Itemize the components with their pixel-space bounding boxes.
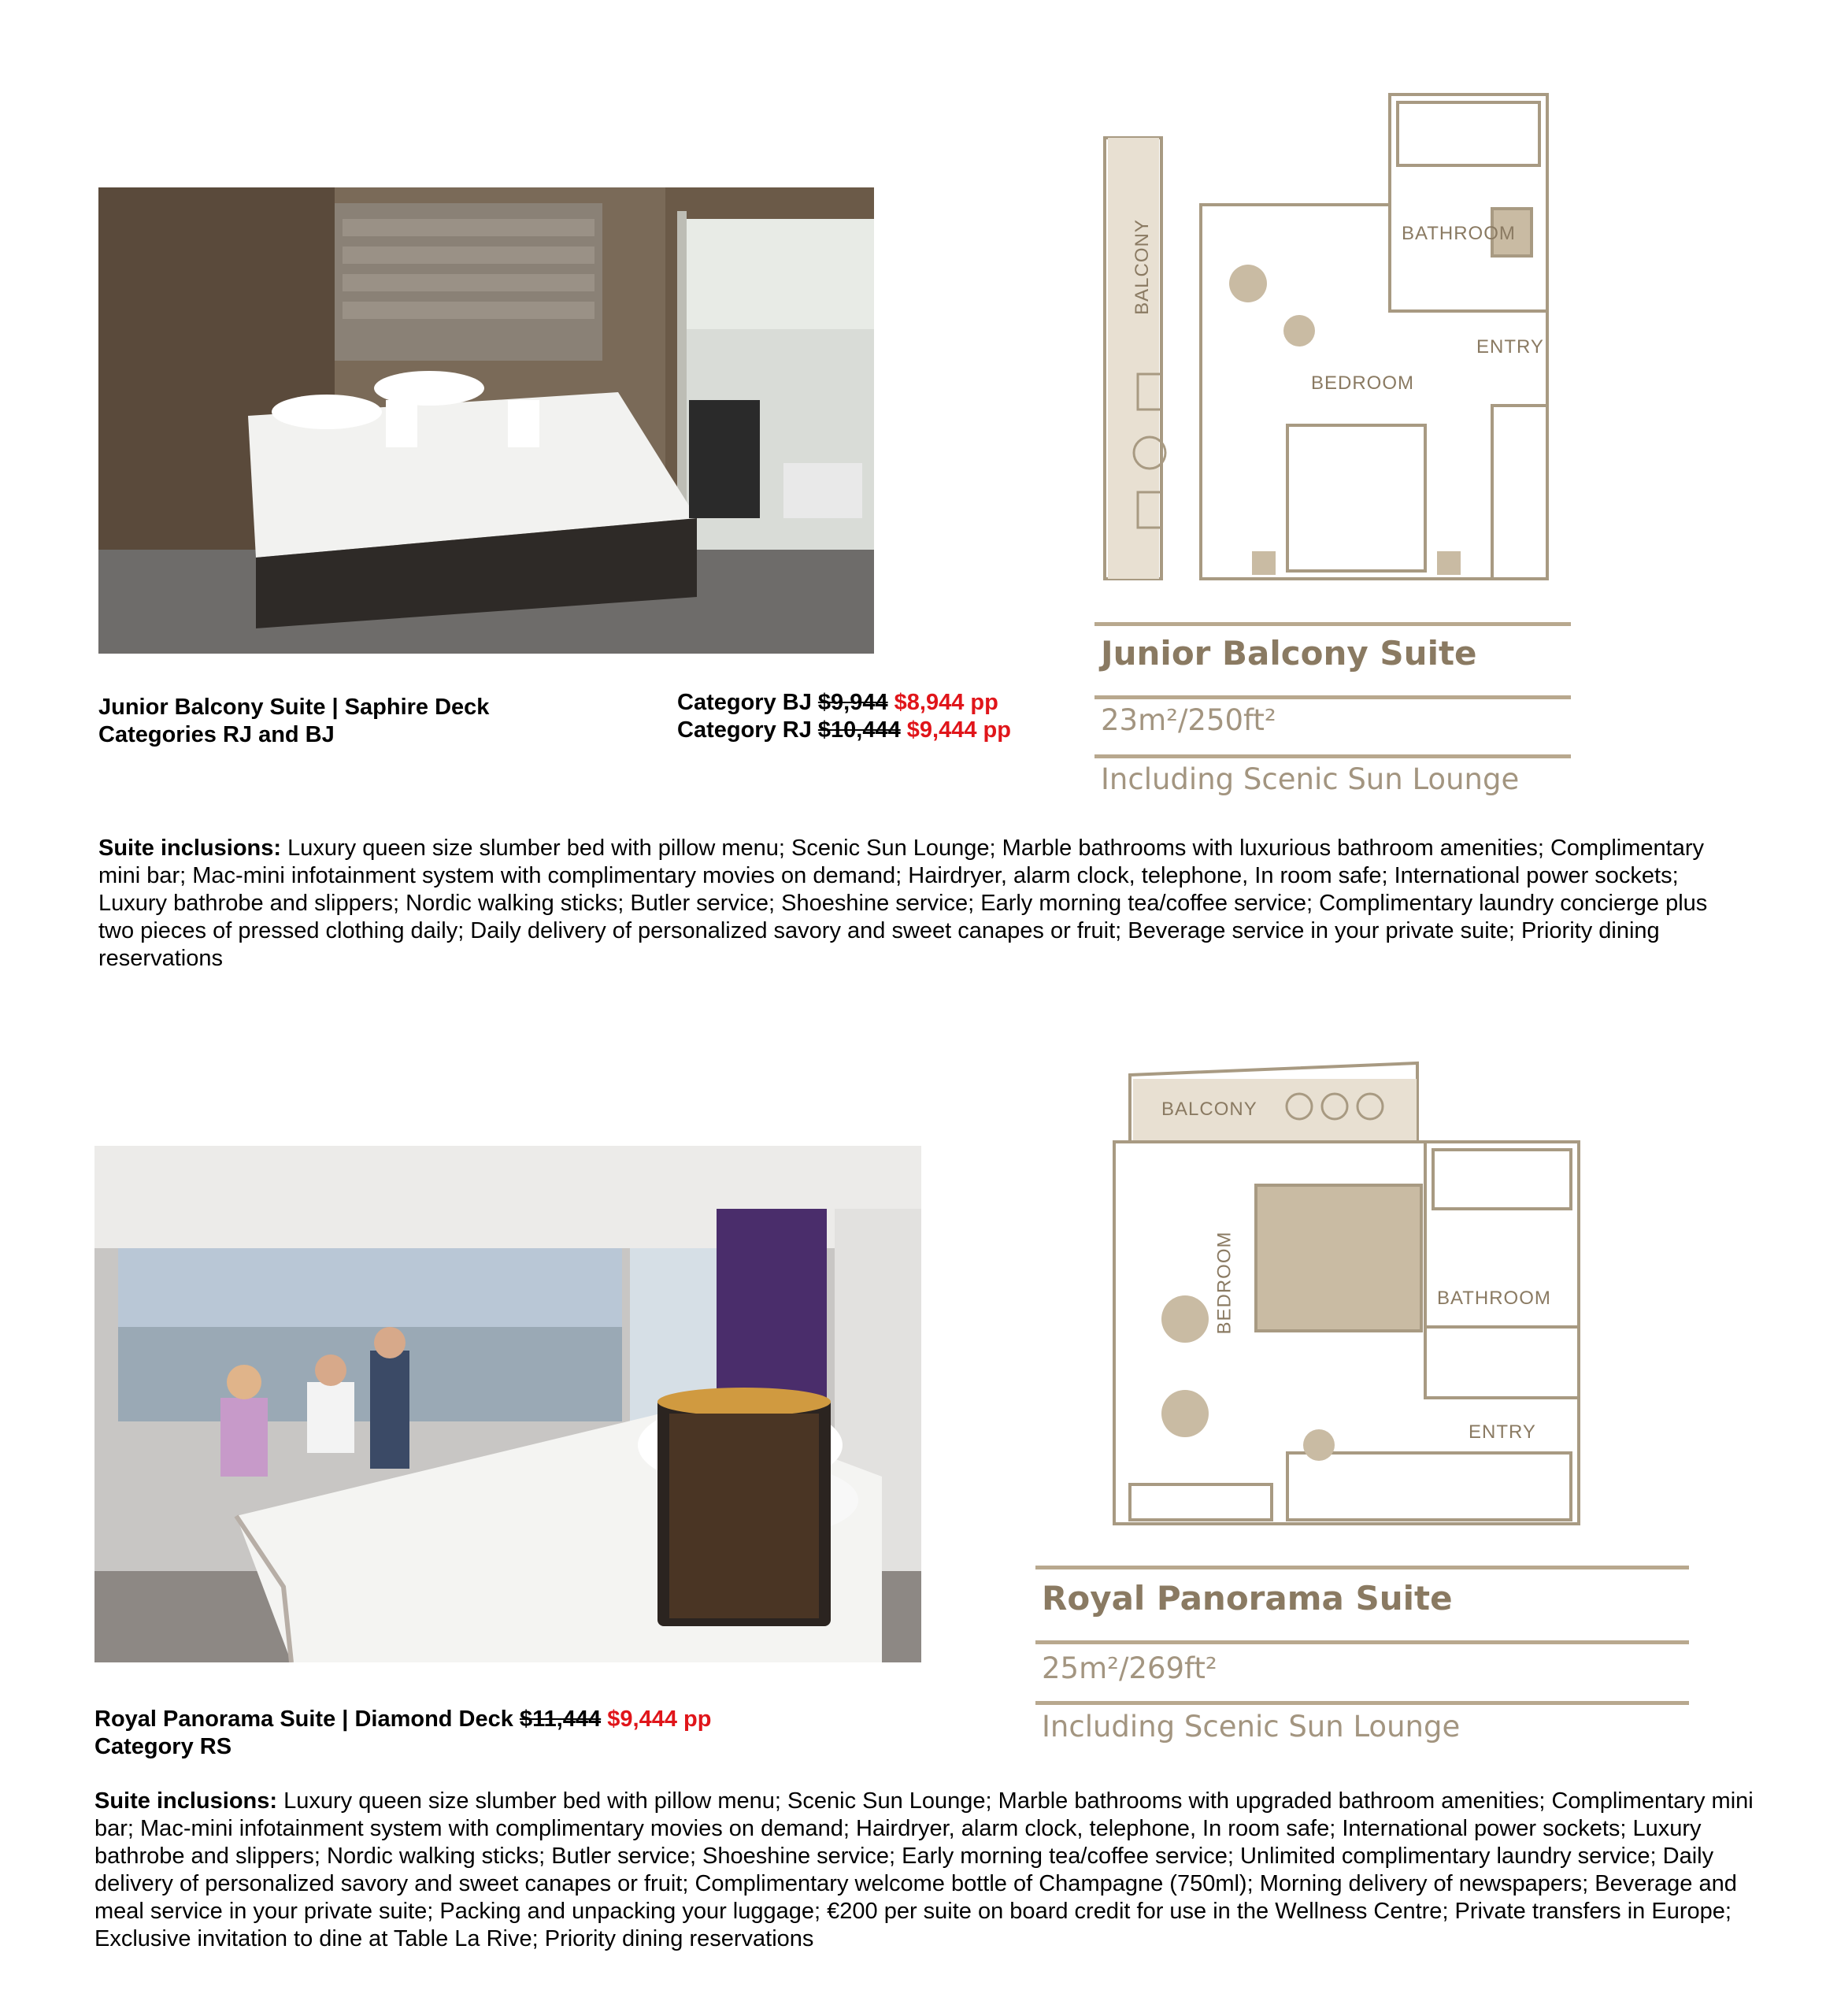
divider [1094,695,1571,699]
plan-entry-label: ENTRY [1476,336,1544,358]
inclusions-label: Suite inclusions: [94,1788,278,1814]
inclusions-label: Suite inclusions: [98,836,282,861]
price-row-bj: Category BJ $9,944 $8,944 pp [677,690,998,715]
suite1-info-title: Junior Balcony Suite [1101,634,1477,673]
divider [1094,622,1571,626]
suite2-caption [94,1706,711,1761]
plan-bathroom-label: BATHROOM [1437,1288,1551,1309]
plan-bathroom-label: BATHROOM [1402,223,1516,244]
suite2-info-title: Royal Panorama Suite [1042,1579,1453,1618]
plan-bedroom-label: BEDROOM [1213,1231,1235,1335]
suite1-name: Junior Balcony Suite | Saphire Deck [98,695,490,720]
suite2-inclusions [94,1788,1772,1953]
plan-bedroom-label: BEDROOM [1311,372,1415,394]
suite2-info-sub: Including Scenic Sun Lounge [1042,1710,1461,1744]
divider [1035,1640,1689,1644]
divider [1035,1701,1689,1705]
old-price: $9,944 [817,690,888,715]
new-price: $8,944 pp [894,690,998,715]
plan-balcony-label: BALCONY [1131,219,1153,315]
royal-panorama-suite-floor-plan [1098,1059,1595,1528]
plan-entry-label: ENTRY [1469,1421,1536,1443]
royal-panorama-suite-photo [94,1146,921,1662]
suite1-info-size: 23m²/250ft² [1101,703,1276,737]
inclusions-text: Luxury queen size slumber bed with pillow menu; Scenic Sun Lounge; Marble bathrooms with luxurious bathroom amenities; Complimentary mini bar; Mac-mini infotainment system with complimentary movies on demand; Hairdryer, alarm clock, telephone, In room safe; International power sockets; Luxury bathrobe and slippers; Nordic walking sticks; Butler service; Shoeshine service; Early morning tea/coffee service; Complimentary laundry concierge plus two pieces of pressed clothing daily; Daily delivery of personalized savory and sweet canapes or fruit; Beverage service in your private suite; Priority dining reservations [98,836,1708,971]
suite1-categories: Categories RJ and BJ [98,722,335,747]
suite1-caption [98,694,489,749]
suite1-info-box [1094,618,1571,807]
suite2-categories: Category RS [94,1734,232,1759]
suite2-info-size: 25m²/269ft² [1042,1651,1217,1685]
divider [1035,1566,1689,1569]
price-row-rj: Category RJ $10,444 $9,444 pp [677,717,1011,743]
suite1-prices [677,689,1011,744]
inclusions-text: Luxury queen size slumber bed with pillow menu; Scenic Sun Lounge; Marble bathrooms with upgraded bathroom amenities; Complimentary mini bar; Mac-mini infotainment system with complimentary movies on demand; Hairdryer, alarm clock, telephone, In room safe; International power sockets; Luxury bathrobe and slippers; Nordic walking sticks; Butler service; Shoeshine service; Early morning tea/coffee service; Unlimited complimentary laundry service; Daily delivery of personalized savory and sweet canapes or fruit; Complimentary welcome bottle of Champagne (750ml); Morning delivery of newspapers; Beverage and meal service in your private suite; Packing and unpacking your luggage; €200 per suite on board credit for use in the Wellness Centre; Private transfers in Europe; Exclusive invitation to dine at Table La Rive; Priority dining reservations [94,1788,1754,1951]
old-price: $11,444 [519,1707,602,1732]
new-price: $9,444 pp [906,717,1011,743]
old-price: $10,444 [817,717,901,743]
suite2-name: Royal Panorama Suite | Diamond Deck [94,1707,513,1732]
suite1-info-sub: Including Scenic Sun Lounge [1101,762,1520,796]
suite2-info-box [1035,1563,1689,1756]
plan-balcony-label: BALCONY [1161,1099,1257,1120]
divider [1094,754,1571,758]
junior-balcony-suite-photo [98,187,874,654]
junior-balcony-suite-floor-plan [1098,91,1563,583]
suite1-inclusions [98,835,1736,973]
suite2-name-price-row [94,1706,711,1733]
new-price: $9,444 pp [607,1707,712,1732]
